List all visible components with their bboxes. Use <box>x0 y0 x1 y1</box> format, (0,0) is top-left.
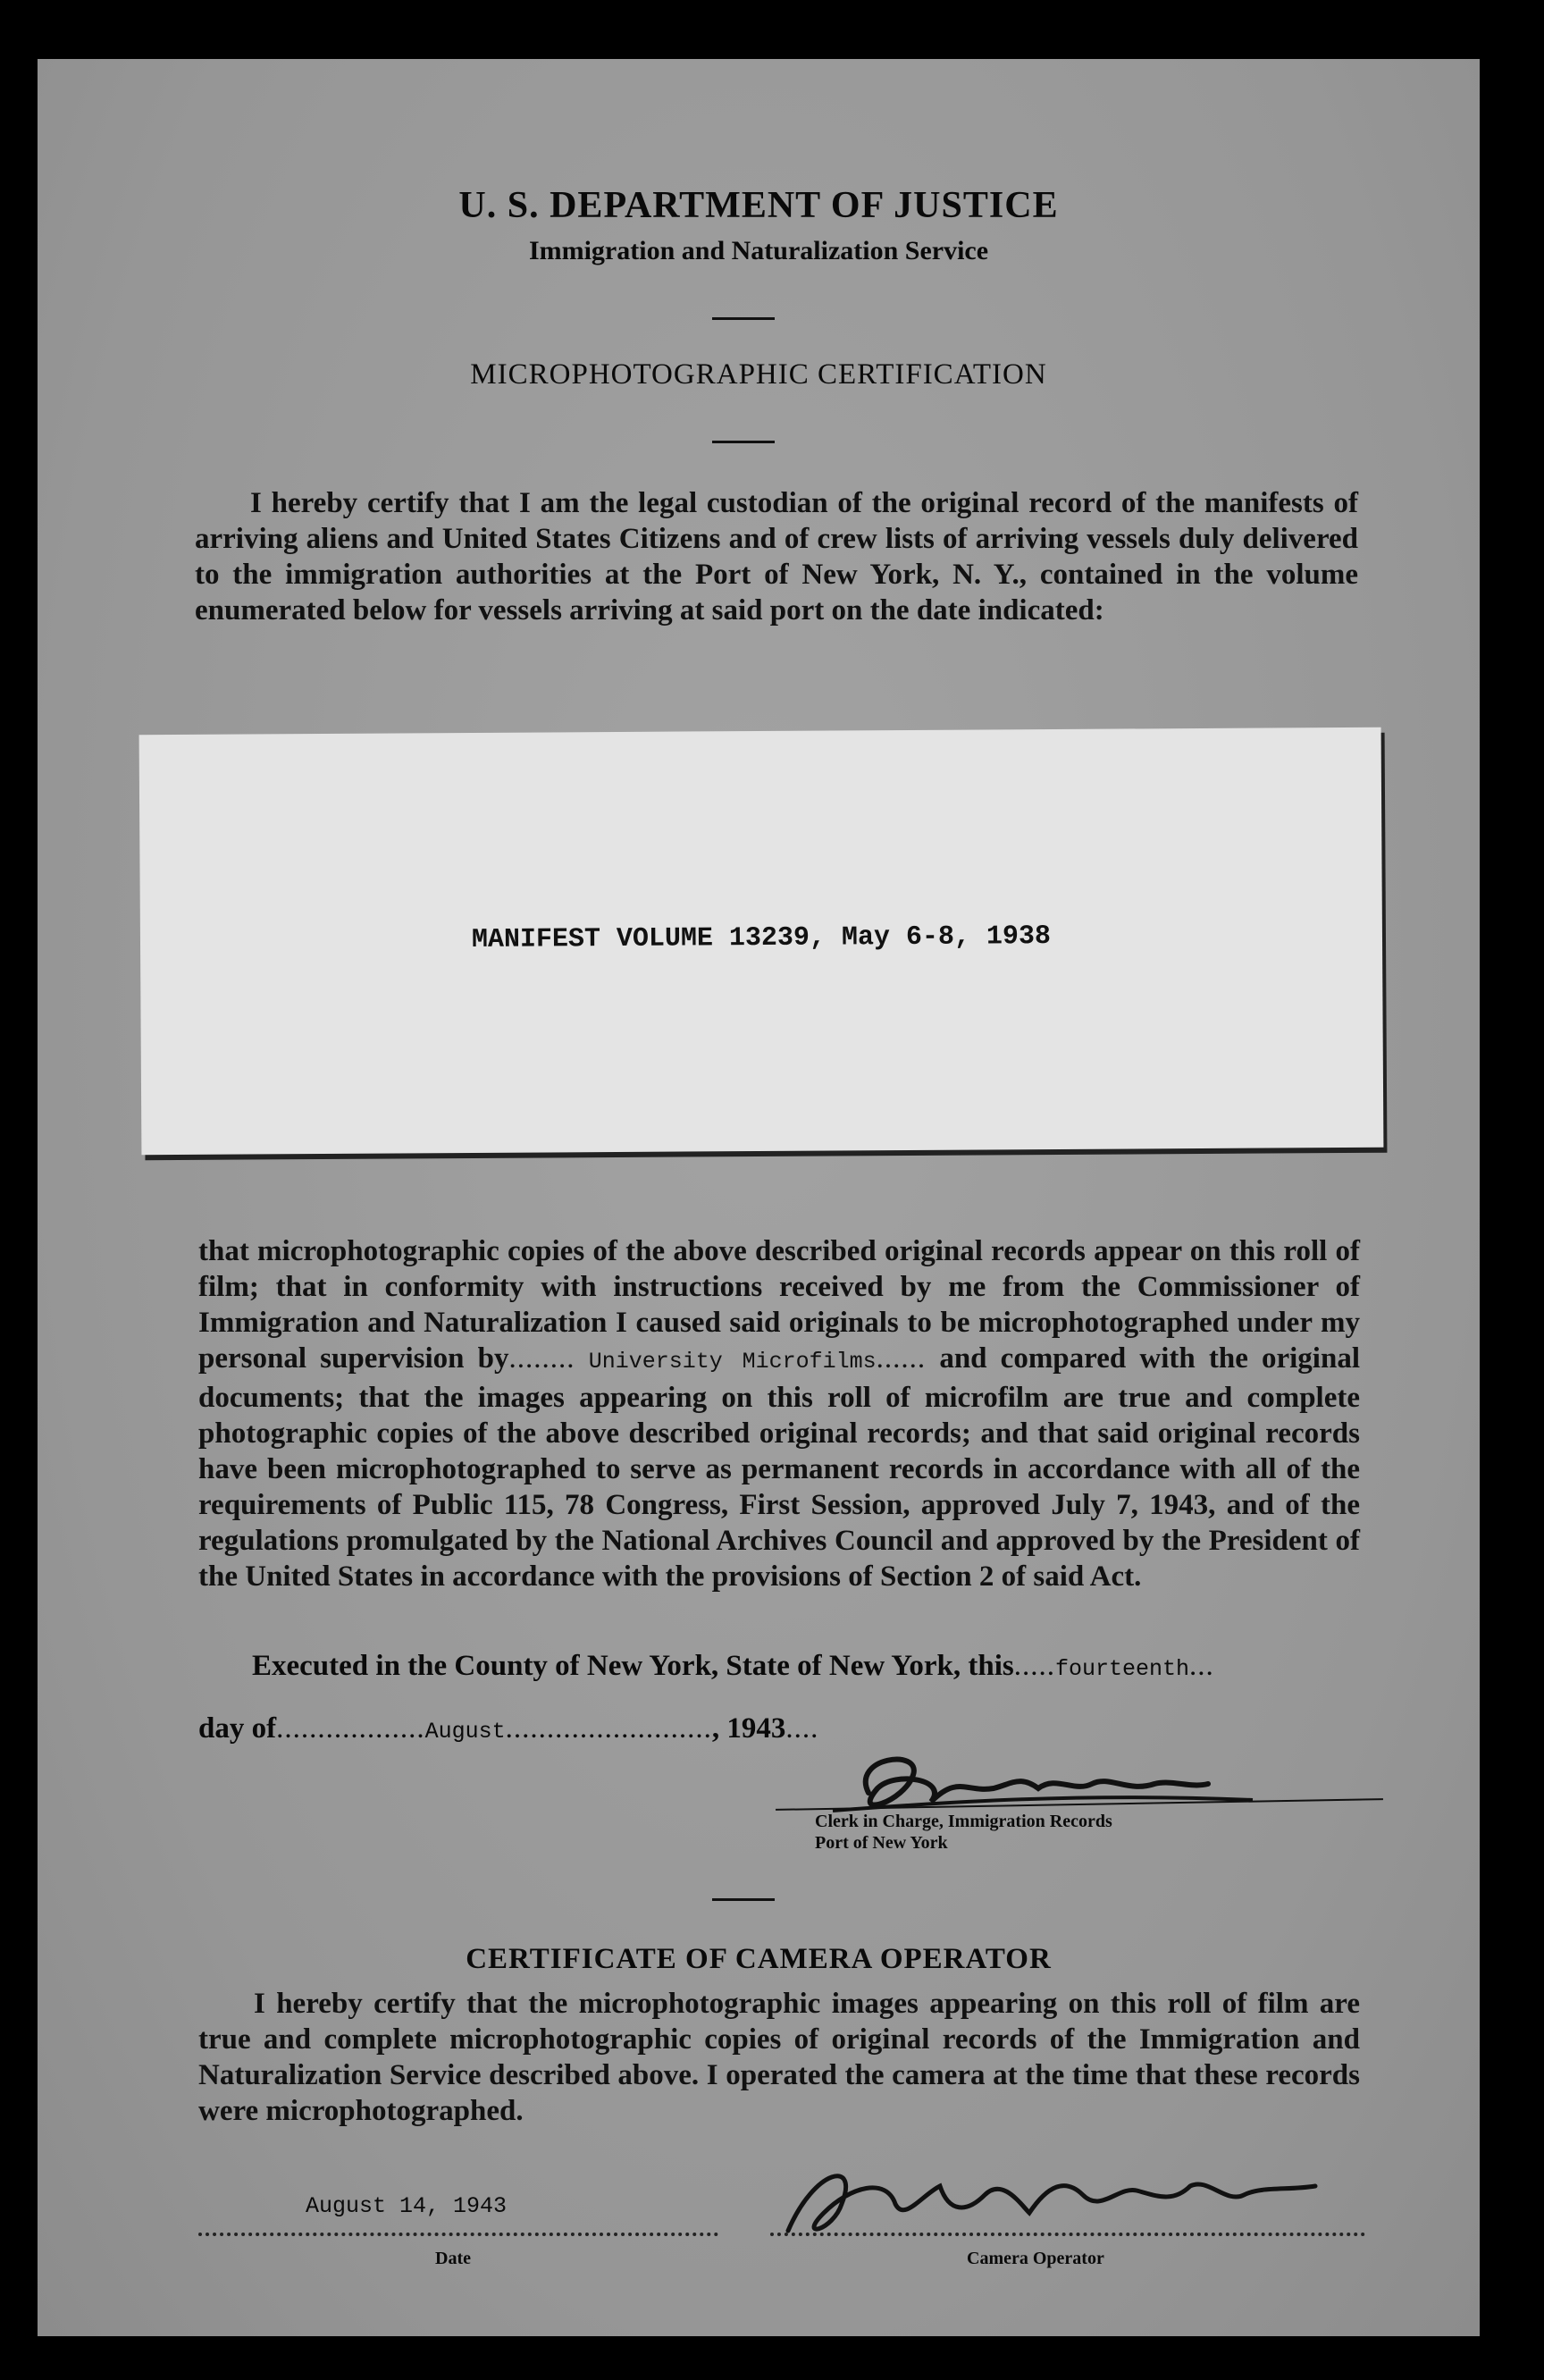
execution-month: August <box>424 1719 506 1745</box>
date-caption: Date <box>435 2249 471 2268</box>
clerk-caption <box>815 1811 1112 1854</box>
operator-certificate-title: CERTIFICATE OF CAMERA OPERATOR <box>466 1943 1052 1975</box>
execution-date-line: day of..................August........................., 1943.... <box>198 1712 819 1745</box>
execution-day: fourteenth <box>1055 1656 1190 1682</box>
operator-signature-line <box>770 2233 1365 2236</box>
execution-prefix: Executed in the County of New York, State of New York, this <box>252 1650 1014 1682</box>
date-line <box>198 2233 718 2236</box>
clerk-location: Port of New York <box>815 1833 948 1853</box>
year-digit: 3 <box>770 1712 786 1745</box>
divider <box>712 1898 775 1901</box>
department-heading: U. S. DEPARTMENT OF JUSTICE <box>458 185 1059 226</box>
certificate-sheet <box>38 59 1480 2336</box>
clerk-title: Clerk in Charge, Immigration Records <box>815 1812 1112 1831</box>
operator-caption: Camera Operator <box>967 2249 1104 2268</box>
manifest-insert <box>139 727 1384 1155</box>
supervisor-name: University Microfilms <box>588 1349 877 1375</box>
intro-paragraph: I hereby certify that I am the legal custodian of the original record of the manifests of arriving aliens and United States Citizens and of crew lists of arriving vessels duly delivered to the immigration authorities at the Port of New York, N. Y., contained in the volume enumerated below for vessels arriving at said port on the date indicated: <box>195 487 1358 627</box>
certification-title: MICROPHOTOGRAPHIC CERTIFICATION <box>470 358 1047 391</box>
operator-date: August 14, 1943 <box>306 2193 508 2219</box>
operator-statement: I hereby certify that the microphotographic images appearing on this roll of film are true and complete microphotographic copies of original records of the Immigration and Naturalization Service described above. I operated the camera at the time that these records were microphotographed. <box>198 1988 1360 2127</box>
certification-body: that microphotographic copies of the above described original records appear on this roll of film; that in conformity with instructions received by me from the Commissioner of Immigration and Naturalization I caused said originals to be microphotographed under my personal supervision by........ University Microfilms...... and compared with the original documents; that the images appearing on this roll of microfilm are true and complete photographic copies of the above described original records; and that said original records have been microphotographed to serve as permanent records in accordance with all of the requirements of Public 115, 78 Congress, First Session, approved July 7, 1943, and of the regulations promulgated by the National Archives Council and approved by the President of the United States in accordance with the provisions of Section 2 of said Act. <box>198 1235 1360 1593</box>
year-prefix: , 194 <box>711 1712 771 1745</box>
body-part-1: that microphotographic copies of the above described original records appear on this roll of film; that in conformity with instructions received by me from the Commissioner of Immigration and Naturalization I caused said originals to be microphotographed under my personal supervision by <box>198 1235 1360 1375</box>
execution-line: Executed in the County of New York, State of New York, this.....fourteenth... <box>252 1650 1214 1682</box>
divider <box>712 317 775 320</box>
body-part-2: and compared with the original documents; that the images appearing on this roll of microfilm are true and complete photographic copies of the above described original records; and that said original records have been microphotographed to serve as permanent records in accordance with all of the requirements of Public 115, 78 Congress, First Session, approved July 7, 1943, and of the regulations promulgated by the National Archives Council and approved by the President of the United States in accordance with the provisions of Section 2 of said Act. <box>198 1342 1360 1593</box>
manifest-volume: MANIFEST VOLUME 13239, May 6-8, 1938 <box>471 921 1052 955</box>
service-heading: Immigration and Naturalization Service <box>528 236 989 265</box>
divider <box>712 441 775 443</box>
day-of-label: day of <box>198 1712 277 1745</box>
